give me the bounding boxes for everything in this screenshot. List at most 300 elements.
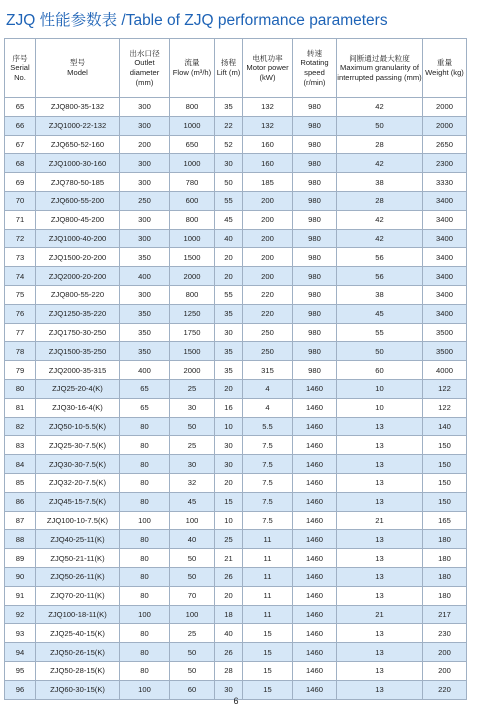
cell-outlet: 300 <box>120 116 170 135</box>
cell-lift: 45 <box>215 210 243 229</box>
header-power <box>243 39 293 98</box>
table-row <box>5 98 467 117</box>
cell-power: 132 <box>243 98 293 117</box>
cell-power: 15 <box>243 643 293 662</box>
cell-weight: 3400 <box>423 210 467 229</box>
cell-power: 200 <box>243 229 293 248</box>
cell-flow: 1000 <box>170 116 215 135</box>
cell-power: 250 <box>243 323 293 342</box>
cell-power: 7.5 <box>243 492 293 511</box>
cell-granularity: 21 <box>337 605 423 624</box>
header-cn: 型号 <box>69 58 86 68</box>
cell-granularity: 13 <box>337 680 423 699</box>
header-cn: 流量 <box>184 58 200 68</box>
cell-model: ZJQ25-30-7.5(K) <box>36 436 120 455</box>
cell-model: ZJQ45-15-7.5(K) <box>36 492 120 511</box>
header-serial <box>5 39 36 98</box>
cell-model: ZJQ50-28-15(K) <box>36 661 120 680</box>
cell-speed: 980 <box>293 248 337 267</box>
cell-speed: 980 <box>293 116 337 135</box>
table-body <box>5 98 467 700</box>
cell-granularity: 10 <box>337 379 423 398</box>
cell-flow: 40 <box>170 530 215 549</box>
header-cn: 电机功率 <box>252 53 283 63</box>
header-granularity <box>337 39 423 98</box>
cell-speed: 980 <box>293 154 337 173</box>
cell-model: ZJQ30-16-4(K) <box>36 398 120 417</box>
cell-flow: 25 <box>170 624 215 643</box>
cell-model: ZJQ1750-30-250 <box>36 323 120 342</box>
cell-serial: 96 <box>5 680 36 699</box>
cell-flow: 800 <box>170 98 215 117</box>
cell-weight: 2000 <box>423 116 467 135</box>
cell-granularity: 21 <box>337 511 423 530</box>
cell-weight: 200 <box>423 643 467 662</box>
cell-weight: 3400 <box>423 304 467 323</box>
cell-granularity: 38 <box>337 173 423 192</box>
cell-model: ZJQ32-20-7.5(K) <box>36 473 120 492</box>
cell-model: ZJQ1500-20-200 <box>36 248 120 267</box>
cell-granularity: 45 <box>337 304 423 323</box>
cell-model: ZJQ800-55-220 <box>36 285 120 304</box>
cell-lift: 30 <box>215 436 243 455</box>
cell-model: ZJQ25-40-15(K) <box>36 624 120 643</box>
header-lift <box>215 39 243 98</box>
cell-lift: 55 <box>215 285 243 304</box>
cell-power: 7.5 <box>243 511 293 530</box>
cell-weight: 3400 <box>423 285 467 304</box>
cell-power: 250 <box>243 342 293 361</box>
cell-serial: 83 <box>5 436 36 455</box>
header-en: Lift (m) <box>216 68 241 77</box>
cell-serial: 69 <box>5 173 36 192</box>
cell-weight: 150 <box>423 455 467 474</box>
cell-speed: 980 <box>293 98 337 117</box>
cell-lift: 20 <box>215 267 243 286</box>
cell-lift: 20 <box>215 586 243 605</box>
cell-power: 11 <box>243 605 293 624</box>
header-en: Motor power (kW) <box>246 63 289 82</box>
cell-lift: 52 <box>215 135 243 154</box>
cell-speed: 1460 <box>293 417 337 436</box>
cell-flow: 50 <box>170 643 215 662</box>
cell-speed: 1460 <box>293 605 337 624</box>
cell-lift: 10 <box>215 511 243 530</box>
cell-outlet: 80 <box>120 530 170 549</box>
table-row <box>5 417 467 436</box>
table-row <box>5 248 467 267</box>
cell-serial: 68 <box>5 154 36 173</box>
cell-power: 7.5 <box>243 455 293 474</box>
table-row <box>5 455 467 474</box>
table-row <box>5 567 467 586</box>
cell-weight: 3400 <box>423 191 467 210</box>
cell-weight: 2000 <box>423 98 467 117</box>
cell-serial: 67 <box>5 135 36 154</box>
header-cn: 序号 <box>12 53 28 63</box>
cell-flow: 600 <box>170 191 215 210</box>
cell-outlet: 300 <box>120 210 170 229</box>
cell-speed: 980 <box>293 304 337 323</box>
cell-speed: 1460 <box>293 511 337 530</box>
cell-lift: 15 <box>215 492 243 511</box>
cell-weight: 217 <box>423 605 467 624</box>
cell-speed: 1460 <box>293 643 337 662</box>
cell-model: ZJQ1500-35-250 <box>36 342 120 361</box>
cell-flow: 100 <box>170 605 215 624</box>
cell-lift: 20 <box>215 379 243 398</box>
cell-lift: 20 <box>215 473 243 492</box>
cell-outlet: 400 <box>120 267 170 286</box>
cell-model: ZJQ40-25-11(K) <box>36 530 120 549</box>
cell-power: 185 <box>243 173 293 192</box>
cell-granularity: 50 <box>337 116 423 135</box>
cell-granularity: 60 <box>337 361 423 380</box>
cell-granularity: 10 <box>337 398 423 417</box>
cell-outlet: 80 <box>120 473 170 492</box>
header-flow <box>170 39 215 98</box>
cell-serial: 94 <box>5 643 36 662</box>
cell-serial: 78 <box>5 342 36 361</box>
cell-weight: 3400 <box>423 229 467 248</box>
cell-serial: 95 <box>5 661 36 680</box>
cell-speed: 1460 <box>293 436 337 455</box>
cell-weight: 3400 <box>423 267 467 286</box>
cell-model: ZJQ60-30-15(K) <box>36 680 120 699</box>
cell-lift: 50 <box>215 173 243 192</box>
header-model <box>36 39 120 98</box>
cell-serial: 92 <box>5 605 36 624</box>
cell-outlet: 80 <box>120 549 170 568</box>
cell-power: 200 <box>243 210 293 229</box>
cell-outlet: 80 <box>120 455 170 474</box>
cell-granularity: 42 <box>337 154 423 173</box>
cell-model: ZJQ650-52-160 <box>36 135 120 154</box>
cell-lift: 35 <box>215 304 243 323</box>
cell-flow: 1250 <box>170 304 215 323</box>
cell-outlet: 80 <box>120 567 170 586</box>
cell-power: 200 <box>243 248 293 267</box>
cell-outlet: 300 <box>120 229 170 248</box>
header-en: Maximum granularity of interrupted passing (mm) <box>337 63 422 82</box>
cell-lift: 22 <box>215 116 243 135</box>
cell-flow: 650 <box>170 135 215 154</box>
table-row <box>5 549 467 568</box>
cell-outlet: 80 <box>120 417 170 436</box>
cell-lift: 21 <box>215 549 243 568</box>
cell-outlet: 250 <box>120 191 170 210</box>
cell-weight: 150 <box>423 473 467 492</box>
cell-lift: 35 <box>215 361 243 380</box>
cell-serial: 84 <box>5 455 36 474</box>
cell-flow: 50 <box>170 417 215 436</box>
cell-granularity: 13 <box>337 417 423 436</box>
cell-lift: 30 <box>215 455 243 474</box>
cell-flow: 50 <box>170 567 215 586</box>
cell-speed: 1460 <box>293 398 337 417</box>
cell-outlet: 65 <box>120 398 170 417</box>
cell-weight: 150 <box>423 492 467 511</box>
cell-lift: 25 <box>215 530 243 549</box>
cell-granularity: 28 <box>337 135 423 154</box>
header-cn: 出水口径 <box>129 48 160 58</box>
cell-weight: 4000 <box>423 361 467 380</box>
cell-outlet: 200 <box>120 135 170 154</box>
cell-outlet: 300 <box>120 98 170 117</box>
table-row <box>5 191 467 210</box>
cell-power: 200 <box>243 267 293 286</box>
cell-outlet: 300 <box>120 173 170 192</box>
cell-model: ZJQ30-30-7.5(K) <box>36 455 120 474</box>
cell-power: 11 <box>243 586 293 605</box>
table-row <box>5 473 467 492</box>
table-row <box>5 530 467 549</box>
header-outlet <box>120 39 170 98</box>
cell-granularity: 56 <box>337 248 423 267</box>
cell-model: ZJQ50-26-11(K) <box>36 567 120 586</box>
cell-serial: 66 <box>5 116 36 135</box>
cell-granularity: 13 <box>337 473 423 492</box>
cell-weight: 3400 <box>423 248 467 267</box>
cell-model: ZJQ2000-20-200 <box>36 267 120 286</box>
cell-power: 11 <box>243 530 293 549</box>
cell-speed: 980 <box>293 342 337 361</box>
cell-power: 7.5 <box>243 436 293 455</box>
cell-power: 315 <box>243 361 293 380</box>
cell-outlet: 80 <box>120 624 170 643</box>
cell-model: ZJQ50-10-5.5(K) <box>36 417 120 436</box>
cell-serial: 65 <box>5 98 36 117</box>
cell-flow: 60 <box>170 680 215 699</box>
cell-model: ZJQ780-50-185 <box>36 173 120 192</box>
cell-granularity: 13 <box>337 661 423 680</box>
cell-serial: 82 <box>5 417 36 436</box>
cell-granularity: 13 <box>337 492 423 511</box>
table-row <box>5 436 467 455</box>
cell-lift: 55 <box>215 191 243 210</box>
cell-flow: 30 <box>170 398 215 417</box>
cell-granularity: 13 <box>337 624 423 643</box>
cell-weight: 2650 <box>423 135 467 154</box>
performance-table <box>4 38 467 700</box>
cell-power: 220 <box>243 304 293 323</box>
table-row <box>5 135 467 154</box>
cell-serial: 73 <box>5 248 36 267</box>
table-row <box>5 323 467 342</box>
cell-power: 7.5 <box>243 473 293 492</box>
table-row <box>5 511 467 530</box>
table-row <box>5 116 467 135</box>
cell-granularity: 55 <box>337 323 423 342</box>
header-en: Weight (kg) <box>425 68 464 77</box>
cell-flow: 1750 <box>170 323 215 342</box>
table-row <box>5 661 467 680</box>
cell-serial: 80 <box>5 379 36 398</box>
cell-flow: 1500 <box>170 342 215 361</box>
cell-serial: 71 <box>5 210 36 229</box>
cell-serial: 87 <box>5 511 36 530</box>
cell-flow: 30 <box>170 455 215 474</box>
cell-model: ZJQ100-10-7.5(K) <box>36 511 120 530</box>
cell-speed: 980 <box>293 361 337 380</box>
header-cn: 间断通过最大粒度 <box>349 53 410 63</box>
cell-serial: 93 <box>5 624 36 643</box>
cell-power: 4 <box>243 398 293 417</box>
cell-weight: 140 <box>423 417 467 436</box>
cell-outlet: 80 <box>120 492 170 511</box>
cell-weight: 2300 <box>423 154 467 173</box>
header-en: Model <box>67 68 88 77</box>
cell-power: 220 <box>243 285 293 304</box>
cell-power: 4 <box>243 379 293 398</box>
cell-speed: 1460 <box>293 567 337 586</box>
cell-lift: 30 <box>215 154 243 173</box>
cell-model: ZJQ100-18-11(K) <box>36 605 120 624</box>
cell-model: ZJQ2000-35-315 <box>36 361 120 380</box>
cell-model: ZJQ25-20-4(K) <box>36 379 120 398</box>
table-row <box>5 285 467 304</box>
cell-outlet: 80 <box>120 586 170 605</box>
cell-granularity: 56 <box>337 267 423 286</box>
cell-model: ZJQ800-45-200 <box>36 210 120 229</box>
cell-speed: 980 <box>293 267 337 286</box>
cell-serial: 76 <box>5 304 36 323</box>
table-header-row <box>5 39 467 98</box>
cell-speed: 1460 <box>293 586 337 605</box>
cell-model: ZJQ1000-22-132 <box>36 116 120 135</box>
cell-model: ZJQ50-21-11(K) <box>36 549 120 568</box>
cell-granularity: 13 <box>337 586 423 605</box>
cell-power: 132 <box>243 116 293 135</box>
header-cn: 转速 <box>306 48 323 58</box>
cell-weight: 230 <box>423 624 467 643</box>
cell-lift: 28 <box>215 661 243 680</box>
cell-granularity: 13 <box>337 549 423 568</box>
cell-speed: 980 <box>293 323 337 342</box>
cell-lift: 35 <box>215 98 243 117</box>
cell-outlet: 100 <box>120 605 170 624</box>
header-cn: 扬程 <box>220 58 237 68</box>
cell-speed: 1460 <box>293 624 337 643</box>
cell-model: ZJQ1000-40-200 <box>36 229 120 248</box>
cell-speed: 1460 <box>293 492 337 511</box>
cell-model: ZJQ50-26-15(K) <box>36 643 120 662</box>
cell-speed: 1460 <box>293 680 337 699</box>
cell-serial: 74 <box>5 267 36 286</box>
cell-weight: 180 <box>423 567 467 586</box>
cell-lift: 26 <box>215 567 243 586</box>
cell-serial: 70 <box>5 191 36 210</box>
cell-power: 160 <box>243 154 293 173</box>
cell-outlet: 350 <box>120 323 170 342</box>
header-en: Serial No. <box>10 63 30 82</box>
table-row <box>5 154 467 173</box>
cell-granularity: 50 <box>337 342 423 361</box>
cell-lift: 30 <box>215 680 243 699</box>
cell-speed: 980 <box>293 135 337 154</box>
cell-power: 160 <box>243 135 293 154</box>
cell-flow: 50 <box>170 549 215 568</box>
cell-flow: 32 <box>170 473 215 492</box>
cell-weight: 220 <box>423 680 467 699</box>
cell-outlet: 80 <box>120 661 170 680</box>
cell-flow: 70 <box>170 586 215 605</box>
cell-outlet: 300 <box>120 285 170 304</box>
cell-speed: 980 <box>293 229 337 248</box>
cell-serial: 86 <box>5 492 36 511</box>
cell-serial: 77 <box>5 323 36 342</box>
table-row <box>5 643 467 662</box>
cell-outlet: 100 <box>120 511 170 530</box>
cell-power: 15 <box>243 661 293 680</box>
table-row <box>5 492 467 511</box>
cell-serial: 79 <box>5 361 36 380</box>
table-row <box>5 229 467 248</box>
table-row <box>5 342 467 361</box>
cell-weight: 180 <box>423 549 467 568</box>
cell-lift: 10 <box>215 417 243 436</box>
cell-lift: 40 <box>215 624 243 643</box>
cell-weight: 200 <box>423 661 467 680</box>
cell-model: ZJQ800-35-132 <box>36 98 120 117</box>
cell-serial: 75 <box>5 285 36 304</box>
page-title: ZJQ 性能参数表 /Table of ZJQ performance parameters <box>6 12 388 29</box>
cell-speed: 1460 <box>293 549 337 568</box>
cell-granularity: 13 <box>337 436 423 455</box>
cell-weight: 165 <box>423 511 467 530</box>
cell-granularity: 28 <box>337 191 423 210</box>
cell-flow: 780 <box>170 173 215 192</box>
cell-speed: 1460 <box>293 473 337 492</box>
cell-serial: 81 <box>5 398 36 417</box>
cell-granularity: 38 <box>337 285 423 304</box>
table-row <box>5 624 467 643</box>
table-row <box>5 605 467 624</box>
cell-outlet: 350 <box>120 248 170 267</box>
cell-model: ZJQ70-20-11(K) <box>36 586 120 605</box>
cell-power: 200 <box>243 191 293 210</box>
cell-weight: 180 <box>423 530 467 549</box>
cell-model: ZJQ1000-30-160 <box>36 154 120 173</box>
cell-weight: 150 <box>423 436 467 455</box>
cell-power: 15 <box>243 680 293 699</box>
cell-speed: 980 <box>293 173 337 192</box>
cell-lift: 26 <box>215 643 243 662</box>
cell-outlet: 80 <box>120 643 170 662</box>
header-cn: 重量 <box>436 58 453 68</box>
cell-lift: 35 <box>215 342 243 361</box>
cell-weight: 3500 <box>423 342 467 361</box>
cell-outlet: 80 <box>120 436 170 455</box>
cell-flow: 1000 <box>170 154 215 173</box>
cell-flow: 1000 <box>170 229 215 248</box>
cell-flow: 45 <box>170 492 215 511</box>
cell-serial: 85 <box>5 473 36 492</box>
cell-flow: 25 <box>170 436 215 455</box>
page-number: 6 <box>233 696 239 706</box>
header-en: Flow (m³/h) <box>172 68 212 77</box>
table-row <box>5 304 467 323</box>
cell-speed: 1460 <box>293 379 337 398</box>
cell-outlet: 300 <box>120 154 170 173</box>
cell-granularity: 42 <box>337 210 423 229</box>
cell-power: 11 <box>243 567 293 586</box>
cell-granularity: 42 <box>337 98 423 117</box>
cell-power: 11 <box>243 549 293 568</box>
cell-granularity: 42 <box>337 229 423 248</box>
table-row <box>5 361 467 380</box>
cell-flow: 1500 <box>170 248 215 267</box>
